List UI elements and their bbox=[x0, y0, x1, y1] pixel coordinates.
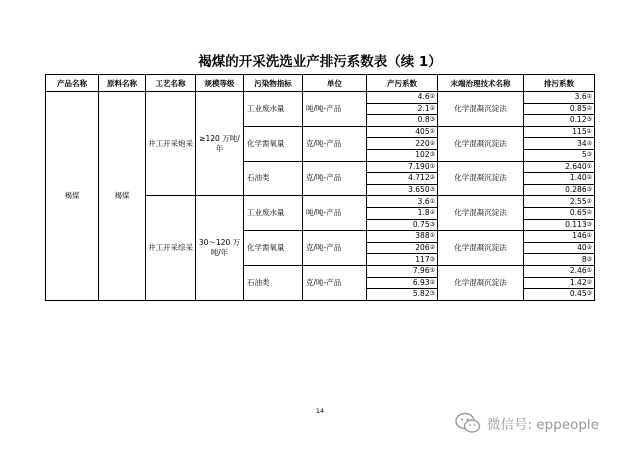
produce-coefficient-cell bbox=[367, 219, 438, 231]
coefficient-value: 4.6 bbox=[417, 92, 430, 102]
discharge-coefficient-cell bbox=[524, 196, 595, 208]
level-marker: ① bbox=[429, 267, 435, 275]
coefficient-value: 2.55 bbox=[569, 196, 587, 206]
material-name-cell: 褐煤 bbox=[99, 92, 146, 301]
unit-cell: 吨/吨-产品 bbox=[303, 92, 367, 127]
produce-coefficient-cell bbox=[367, 138, 438, 150]
pollutant-name-cell: 工业废水量 bbox=[244, 92, 303, 127]
pollutant-name-cell: 化学需氧量 bbox=[244, 231, 303, 266]
coefficient-value: 0.45 bbox=[569, 289, 587, 299]
wechat-icon bbox=[455, 412, 481, 434]
header-produce-coef: 产污系数 bbox=[367, 75, 438, 92]
treatment-tech-cell: 化学混凝沉淀法 bbox=[438, 231, 524, 266]
discharge-coefficient-cell bbox=[524, 138, 595, 150]
level-marker: ② bbox=[586, 104, 592, 112]
level-marker: ① bbox=[586, 232, 592, 240]
coefficient-value: 1.40 bbox=[569, 173, 587, 183]
level-marker: ② bbox=[429, 244, 435, 252]
coefficient-value: 3.650 bbox=[408, 185, 430, 195]
page-title: 褐煤的开采洗选业产排污系数表（续 1） bbox=[198, 54, 442, 70]
coefficient-value: 0.75 bbox=[412, 219, 430, 229]
level-marker: ② bbox=[429, 104, 435, 112]
level-marker: ③ bbox=[586, 220, 592, 228]
coefficient-value: 3.6 bbox=[574, 92, 587, 102]
discharge-coefficient-cell bbox=[524, 265, 595, 277]
produce-coefficient-cell bbox=[367, 173, 438, 185]
level-marker: ② bbox=[586, 174, 592, 182]
level-marker: ③ bbox=[429, 186, 435, 194]
coefficient-value: 0.65 bbox=[569, 208, 587, 218]
level-marker: ② bbox=[586, 209, 592, 217]
discharge-coefficient-cell bbox=[524, 161, 595, 173]
level-marker: ① bbox=[586, 197, 592, 205]
header-unit: 单位 bbox=[303, 75, 367, 92]
scale-level-cell: ≥120 万吨/年 bbox=[196, 92, 244, 196]
level-marker: ① bbox=[586, 162, 592, 170]
discharge-coefficient-cell bbox=[524, 207, 595, 219]
produce-coefficient-cell bbox=[367, 207, 438, 219]
header-process: 工艺名称 bbox=[146, 75, 196, 92]
produce-coefficient-cell bbox=[367, 103, 438, 115]
pollutant-name-cell: 工业废水量 bbox=[244, 196, 303, 231]
process-name-cell: 井工开采综采 bbox=[146, 196, 196, 300]
level-marker: ① bbox=[429, 93, 435, 101]
unit-cell: 克/吨-产品 bbox=[303, 161, 367, 196]
produce-coefficient-cell bbox=[367, 115, 438, 127]
produce-coefficient-cell bbox=[367, 126, 438, 138]
product-name-cell: 褐煤 bbox=[46, 92, 99, 301]
coefficient-value: 2.640 bbox=[565, 161, 587, 171]
produce-coefficient-cell bbox=[367, 161, 438, 173]
header-row bbox=[46, 75, 595, 92]
discharge-coefficient-cell bbox=[524, 277, 595, 289]
level-marker: ③ bbox=[586, 255, 592, 263]
level-marker: ③ bbox=[586, 151, 592, 159]
treatment-tech-cell: 化学混凝沉淀法 bbox=[438, 126, 524, 161]
coefficient-value: 6.93 bbox=[412, 277, 430, 287]
coefficient-value: 0.8 bbox=[417, 115, 430, 125]
table-row bbox=[46, 92, 595, 104]
produce-coefficient-cell bbox=[367, 277, 438, 289]
discharge-coefficient-cell bbox=[524, 242, 595, 254]
page-number: 14 bbox=[315, 407, 325, 415]
discharge-coefficient-cell bbox=[524, 254, 595, 266]
discharge-coefficient-cell bbox=[524, 219, 595, 231]
discharge-coefficient-cell bbox=[524, 115, 595, 127]
produce-coefficient-cell bbox=[367, 265, 438, 277]
coefficient-value: 146 bbox=[572, 231, 587, 241]
watermark bbox=[455, 412, 599, 434]
coefficient-value: 8 bbox=[581, 254, 587, 264]
coefficient-value: 5 bbox=[581, 150, 587, 160]
coefficient-value: 2.46 bbox=[569, 266, 587, 276]
coefficient-value: 3.6 bbox=[417, 196, 430, 206]
coefficient-value: 0.286 bbox=[565, 185, 587, 195]
unit-cell: 克/吨-产品 bbox=[303, 265, 367, 300]
pollutant-name-cell: 化学需氧量 bbox=[244, 126, 303, 161]
coefficient-value: 115 bbox=[572, 127, 587, 137]
produce-coefficient-cell bbox=[367, 254, 438, 266]
header-pollutant: 污染物指标 bbox=[244, 75, 303, 92]
header-material: 原料名称 bbox=[99, 75, 146, 92]
level-marker: ③ bbox=[429, 290, 435, 298]
discharge-coefficient-cell bbox=[524, 173, 595, 185]
scale-level-cell: 30～120 万吨/年 bbox=[196, 196, 244, 300]
level-marker: ③ bbox=[586, 290, 592, 298]
discharge-coefficient-cell bbox=[524, 184, 595, 196]
level-marker: ③ bbox=[429, 116, 435, 124]
level-marker: ① bbox=[429, 128, 435, 136]
level-marker: ③ bbox=[429, 151, 435, 159]
level-marker: ③ bbox=[586, 116, 592, 124]
header-scale: 规模等级 bbox=[196, 75, 244, 92]
coefficient-value: 117 bbox=[415, 254, 430, 264]
treatment-tech-cell: 化学混凝沉淀法 bbox=[438, 161, 524, 196]
treatment-tech-cell: 化学混凝沉淀法 bbox=[438, 196, 524, 231]
coefficient-value: 7.96 bbox=[412, 266, 430, 276]
coefficient-table bbox=[45, 74, 595, 301]
discharge-coefficient-cell bbox=[524, 231, 595, 243]
coefficient-value: 1.8 bbox=[417, 208, 430, 218]
coefficient-value: 388 bbox=[415, 231, 430, 241]
level-marker: ③ bbox=[429, 220, 435, 228]
coefficient-value: 0.85 bbox=[569, 103, 587, 113]
produce-coefficient-cell bbox=[367, 231, 438, 243]
coefficient-value: 102 bbox=[415, 150, 430, 160]
produce-coefficient-cell bbox=[367, 242, 438, 254]
process-name-cell: 井工开采炮采 bbox=[146, 92, 196, 196]
coefficient-value: 0.12 bbox=[569, 115, 587, 125]
level-marker: ③ bbox=[429, 255, 435, 263]
coefficient-value: 40 bbox=[577, 243, 587, 253]
treatment-tech-cell: 化学混凝沉淀法 bbox=[438, 92, 524, 127]
produce-coefficient-cell bbox=[367, 184, 438, 196]
level-marker: ① bbox=[586, 93, 592, 101]
level-marker: ② bbox=[586, 244, 592, 252]
coefficient-value: 206 bbox=[415, 243, 430, 253]
discharge-coefficient-cell bbox=[524, 103, 595, 115]
header-tech: 末端治理技术名称 bbox=[438, 75, 524, 92]
level-marker: ② bbox=[586, 278, 592, 286]
header-product: 产品名称 bbox=[46, 75, 99, 92]
pollutant-name-cell: 石油类 bbox=[244, 161, 303, 196]
level-marker: ① bbox=[429, 197, 435, 205]
level-marker: ② bbox=[429, 174, 435, 182]
coefficient-value: 2.1 bbox=[417, 103, 430, 113]
level-marker: ③ bbox=[586, 186, 592, 194]
level-marker: ② bbox=[586, 139, 592, 147]
treatment-tech-cell: 化学混凝沉淀法 bbox=[438, 265, 524, 300]
discharge-coefficient-cell bbox=[524, 149, 595, 161]
discharge-coefficient-cell bbox=[524, 289, 595, 301]
unit-cell: 吨/吨-产品 bbox=[303, 196, 367, 231]
level-marker: ① bbox=[586, 128, 592, 136]
level-marker: ① bbox=[586, 267, 592, 275]
coefficient-value: 220 bbox=[415, 138, 430, 148]
level-marker: ② bbox=[429, 278, 435, 286]
watermark-text: 微信号: eppeople bbox=[487, 417, 599, 433]
coefficient-value: 405 bbox=[415, 127, 430, 137]
produce-coefficient-cell bbox=[367, 92, 438, 104]
produce-coefficient-cell bbox=[367, 196, 438, 208]
coefficient-value: 1.42 bbox=[569, 277, 587, 287]
unit-cell: 克/吨-产品 bbox=[303, 231, 367, 266]
produce-coefficient-cell bbox=[367, 289, 438, 301]
coefficient-value: 4.712 bbox=[408, 173, 430, 183]
pollutant-name-cell: 石油类 bbox=[244, 265, 303, 300]
coefficient-value: 0.113 bbox=[565, 219, 587, 229]
level-marker: ② bbox=[429, 139, 435, 147]
unit-cell: 克/吨-产品 bbox=[303, 126, 367, 161]
level-marker: ① bbox=[429, 232, 435, 240]
coefficient-value: 7.190 bbox=[408, 161, 430, 171]
header-discharge-coef: 排污系数 bbox=[524, 75, 595, 92]
coefficient-value: 34 bbox=[577, 138, 587, 148]
discharge-coefficient-cell bbox=[524, 92, 595, 104]
discharge-coefficient-cell bbox=[524, 126, 595, 138]
produce-coefficient-cell bbox=[367, 149, 438, 161]
level-marker: ① bbox=[429, 162, 435, 170]
level-marker: ② bbox=[429, 209, 435, 217]
coefficient-value: 5.82 bbox=[412, 289, 430, 299]
